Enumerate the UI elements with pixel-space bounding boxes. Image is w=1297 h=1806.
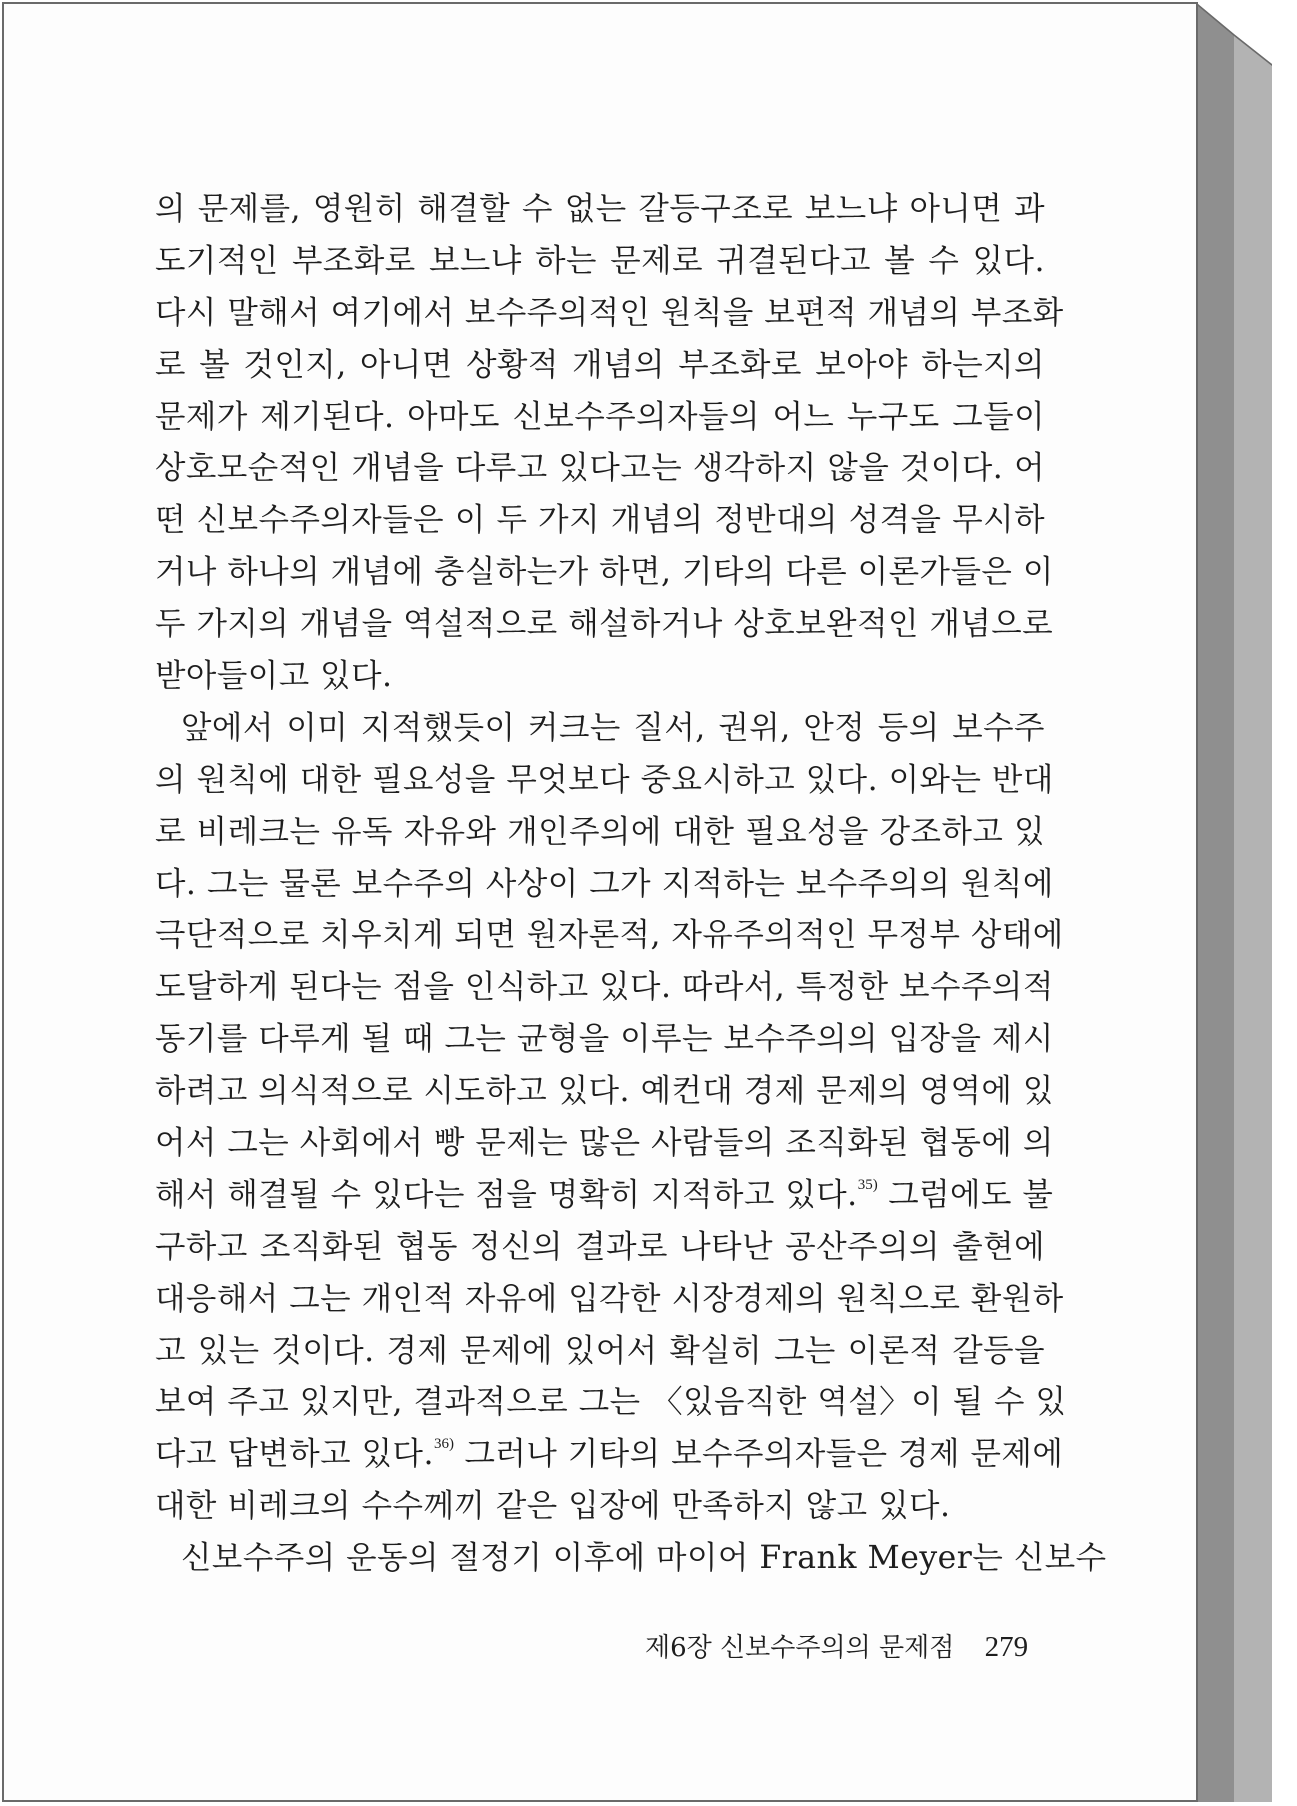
footnote-ref-36: 36)	[433, 1436, 454, 1453]
book-page	[2, 2, 1198, 1802]
text-line: 로 볼 것인지, 아니면 상황적 개념의 부조화로 보아야 하는지의	[155, 346, 1045, 383]
text-line: 받아들이고 있다.	[155, 658, 393, 695]
text-segment: 그럼에도 불	[877, 1176, 1054, 1213]
page-number: 279	[984, 1631, 1029, 1663]
text-line: 문제가 제기된다. 아마도 신보수주의자들의 어느 누구도 그들이	[155, 398, 1045, 435]
page-edge-shadow	[1198, 4, 1272, 1802]
text-line: 극단적으로 치우치게 되면 원자론적, 자유주의적인 무정부 상태에	[155, 917, 1064, 954]
page-footer	[645, 1627, 1035, 1667]
text-line: 떤 신보수주의자들은 이 두 가지 개념의 정반대의 성격을 무시하	[155, 502, 1045, 539]
text-line: 도달하게 된다는 점을 인식하고 있다. 따라서, 특정한 보수주의적	[155, 969, 1054, 1006]
text-line-with-footnote	[155, 1170, 1054, 1222]
paragraph-first-line: 앞에서 이미 지적했듯이 커크는 질서, 권위, 안정 등의 보수주	[181, 709, 1045, 746]
text-line: 다시 말해서 여기에서 보수주의적인 원칙을 보편적 개념의 부조화	[155, 294, 1064, 331]
footnote-ref-35: 35)	[857, 1176, 878, 1193]
text-line: 도기적인 부조화로 보느냐 하는 문제로 귀결된다고 볼 수 있다.	[155, 242, 1045, 279]
text-line: 다. 그는 물론 보수주의 사상이 그가 지적하는 보수주의의 원칙에	[155, 865, 1054, 902]
running-footer-chapter: 제6장 신보수주의의 문제점	[645, 1633, 955, 1663]
text-line: 거나 하나의 개념에 충실하는가 하면, 기타의 다른 이론가들은 이	[155, 554, 1054, 591]
text-line: 구하고 조직화된 협동 정신의 결과로 나타난 공산주의의 출현에	[155, 1228, 1045, 1265]
text-line: 의 원칙에 대한 필요성을 무엇보다 중요시하고 있다. 이와는 반대	[155, 761, 1054, 798]
text-line-with-footnote	[155, 1429, 1064, 1481]
text-segment: 그러나 기타의 보수주의자들은 경제 문제에	[453, 1436, 1064, 1473]
text-line: 두 가지의 개념을 역설적으로 해설하거나 상호보완적인 개념으로	[155, 606, 1054, 643]
text-line: 대한 비레크의 수수께끼 같은 입장에 만족하지 않고 있다.	[155, 1488, 951, 1525]
text-line: 동기를 다루게 될 때 그는 균형을 이루는 보수주의의 입장을 제시	[155, 1021, 1054, 1058]
text-line: 보여 주고 있지만, 결과적으로 그는 〈있음직한 역설〉이 될 수 있	[155, 1384, 1067, 1421]
text-line: 어서 그는 사회에서 빵 문제는 많은 사람들의 조직화된 협동에 의	[155, 1125, 1054, 1162]
text-line: 로 비레크는 유독 자유와 개인주의에 대한 필요성을 강조하고 있	[155, 813, 1045, 850]
text-line: 고 있는 것이다. 경제 문제에 있어서 확실히 그는 이론적 갈등을	[155, 1332, 1045, 1369]
text-line: 하려고 의식적으로 시도하고 있다. 예컨대 경제 문제의 영역에 있	[155, 1073, 1054, 1110]
text-line: 의 문제를, 영원히 해결할 수 없는 갈등구조로 보느냐 아니면 과	[155, 191, 1045, 227]
text-segment: 다고 답변하고 있다.	[155, 1436, 434, 1473]
text-line: 대응해서 그는 개인적 자유에 입각한 시장경제의 원칙으로 환원하	[155, 1280, 1064, 1317]
text-segment: 해서 해결될 수 있다는 점을 명확히 지적하고 있다.	[155, 1176, 858, 1213]
paragraph-first-line: 신보수주의 운동의 절정기 이후에 마이어 Frank Meyer는 신보수	[181, 1540, 1107, 1577]
text-line: 상호모순적인 개념을 다루고 있다고는 생각하지 않을 것이다. 어	[155, 450, 1045, 487]
body-text	[155, 184, 1107, 1585]
